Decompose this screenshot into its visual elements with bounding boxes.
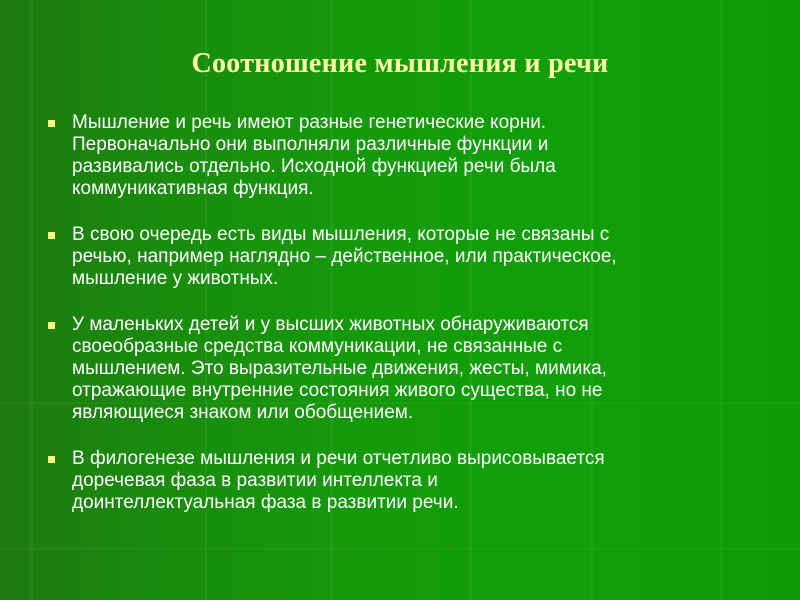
bullet-line: В свою очередь есть виды мышления, которые не связаны с bbox=[72, 224, 610, 245]
list-item bbox=[46, 224, 766, 290]
bullet-line: мышление у животных. bbox=[72, 268, 279, 289]
bullet-line: У маленьких детей и у высших животных обнаруживаются bbox=[72, 314, 589, 335]
bullet-line: В филогенезе мышления и речи отчетливо вырисовывается bbox=[72, 448, 605, 469]
list-item bbox=[46, 448, 766, 514]
square-bullet-icon bbox=[48, 120, 55, 127]
bullet-line: мышлением. Это выразительные движения, жесты, мимика, bbox=[72, 358, 607, 379]
list-item bbox=[46, 112, 766, 200]
background-stripe bbox=[30, 0, 33, 600]
slide-title: Соотношение мышления и речи bbox=[191, 48, 609, 79]
bullet-line: Мышление и речь имеют разные генетические корни. bbox=[72, 112, 547, 133]
bullet-list bbox=[46, 112, 766, 538]
bullet-line: коммуникативная функция. bbox=[72, 178, 314, 199]
bullet-line: доинтеллектуальная фаза в развитии речи. bbox=[72, 492, 459, 513]
square-bullet-icon bbox=[48, 322, 55, 329]
bullet-line: отражающие внутренние состояния живого существа, но не bbox=[72, 380, 603, 401]
square-bullet-icon bbox=[48, 456, 55, 463]
bullet-line: развивались отдельно. Исходной функцией речи была bbox=[72, 156, 556, 177]
background-stripe bbox=[0, 548, 800, 550]
bullet-line: являющиеся знаком или обобщением. bbox=[72, 402, 414, 423]
list-item bbox=[46, 314, 766, 424]
bullet-line: Первоначально они выполняли различные функции и bbox=[72, 134, 549, 155]
bullet-line: своеобразные средства коммуникации, не связанные с bbox=[72, 336, 563, 357]
square-bullet-icon bbox=[48, 232, 55, 239]
bullet-line: речью, например наглядно – действенное, или практическое, bbox=[72, 246, 617, 267]
bullet-line: доречевая фаза в развитии интеллекта и bbox=[72, 470, 438, 491]
